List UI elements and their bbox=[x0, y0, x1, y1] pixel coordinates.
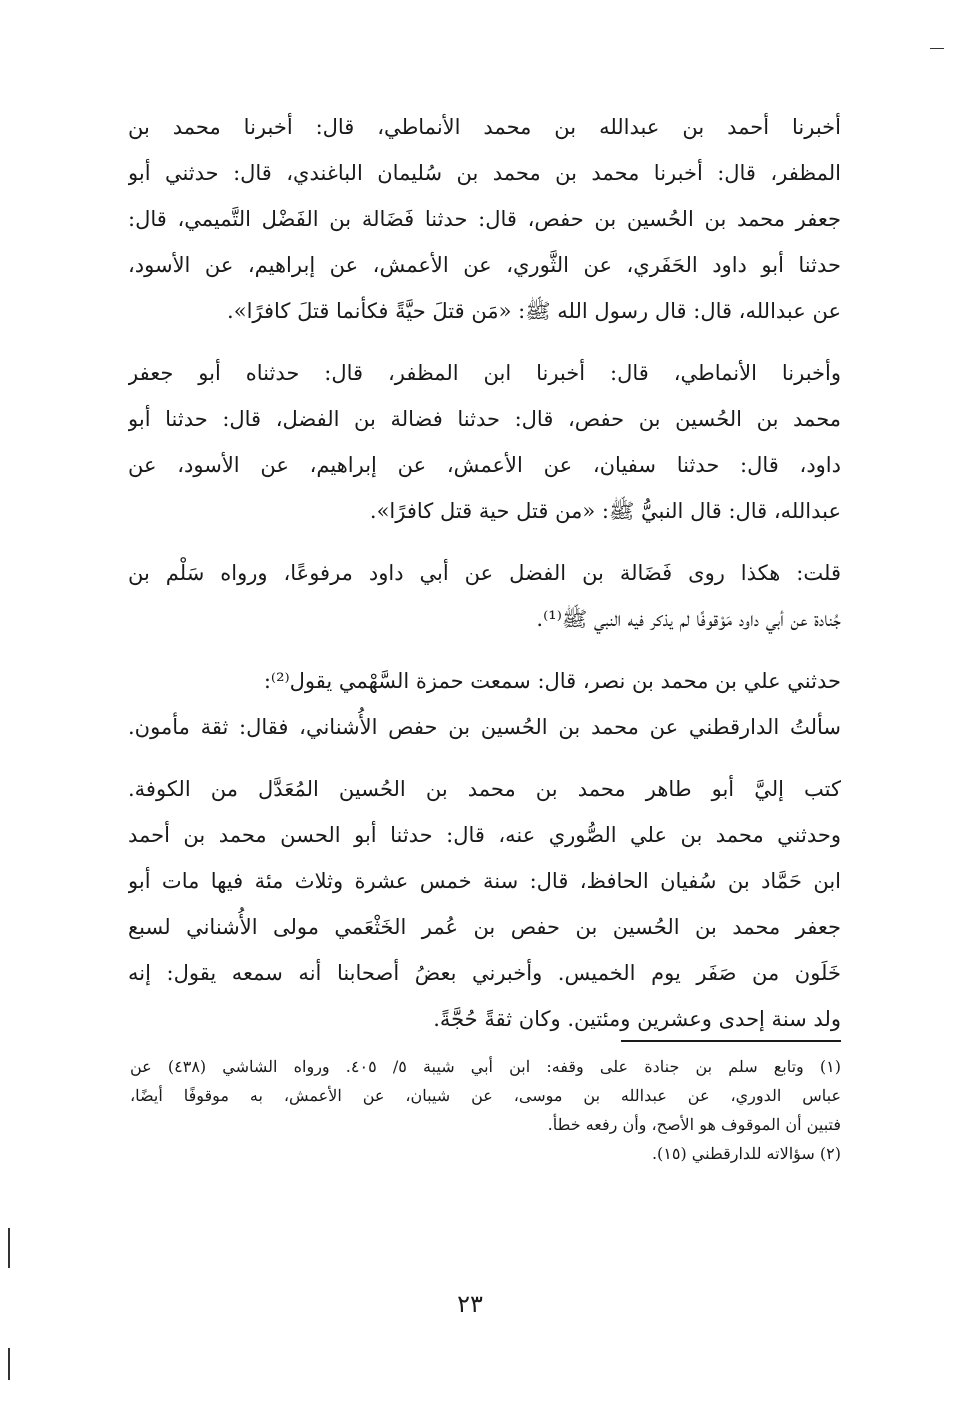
footnote-line: فتبين أن الموقوف هو الأصح، وأن رفعه خطأ. bbox=[547, 1115, 841, 1134]
text-line: وحدثني محمد بن علي الصُّوري عنه، قال: حدثنا أبو الحسن محمد بن أحمد bbox=[128, 823, 841, 847]
text-line: سألتُ الدارقطني عن محمد بن الحُسين بن حفص الأُشناني، فقال: ثقة مأمون. bbox=[128, 715, 841, 739]
text-line: قلت: هكذا روى فَضَالة بن الفضل عن أبي داود مرفوعًا، ورواه سَلْم بن bbox=[128, 561, 841, 585]
footnote-1 bbox=[130, 1052, 841, 1139]
footnote-line: عباس الدوري، عن عبدالله بن موسى، عن شيبان، عن الأعمش، به موقوفًا أيضًا، bbox=[130, 1086, 841, 1105]
text-line: حدثنا أبو داود الحَفَري، عن الثَّوري، عن الأعمش، عن إبراهيم، عن الأسود، bbox=[128, 253, 841, 277]
text-line: جُنادة عن أبي داود مَوْقوفًا لم يذكر فيه النبي ﷺ⁽¹⁾. bbox=[536, 607, 841, 631]
text-line: حدثني علي بن محمد بن نصر، قال: سمعت حمزة السَّهْمي يقول⁽²⁾: bbox=[263, 669, 841, 693]
text-line: أخبرنا أحمد بن عبدالله بن محمد الأنماطي، قال: أخبرنا محمد بن bbox=[128, 115, 841, 139]
text-line: كتب إليَّ أبو طاهر محمد بن محمد بن الحُسين المُعَدَّل من الكوفة. bbox=[128, 777, 841, 801]
text-line: خَلَون من صَفَر يوم الخميس. وأخبرني بعضُ أصحابنا أنه سمعه يقول: إنه bbox=[128, 961, 841, 985]
footnote-2 bbox=[130, 1139, 841, 1168]
paragraph-5 bbox=[128, 766, 841, 1042]
text-line: جعفر محمد بن الحُسين بن حفص، قال: حدثنا فَضَالة بن الفَضْل التَّميمي، قال: bbox=[128, 207, 841, 231]
scan-edge-mark bbox=[930, 48, 944, 49]
text-line: ولد سنة إحدى وعشرين ومئتين. وكان ثقةً حُجَّةً. bbox=[433, 1007, 841, 1031]
footnote-line: (٢) سؤالاته للدارقطني (١٥). bbox=[651, 1144, 841, 1163]
main-text bbox=[128, 104, 841, 1058]
footnote-divider bbox=[621, 1040, 841, 1042]
text-line: عن عبدالله، قال: قال رسول الله ﷺ: «مَن قتلَ حيَّةً فكأنما قتلَ كافرًا». bbox=[227, 299, 841, 323]
scan-edge-mark bbox=[8, 1228, 10, 1268]
text-line: ابن حَمَّاد بن سُفيان الحافظ، قال: سنة خمس عشرة وثلاث مئة فيها مات أبو bbox=[128, 869, 841, 893]
page-number: ٢٣ bbox=[457, 1290, 483, 1318]
footnote-line: (١) وتابع سلم بن جنادة على وقفه: ابن أبي شيبة ٥/ ٤٠٥. ورواه الشاشي (٤٣٨) عن bbox=[130, 1057, 841, 1076]
paragraph-4 bbox=[128, 658, 841, 750]
text-line: داود، قال: حدثنا سفيان، عن الأعمش، عن إبراهيم، عن الأسود، عن bbox=[128, 453, 841, 477]
text-line: محمد بن الحُسين بن حفص، قال: حدثنا فضالة بن الفضل، قال: حدثنا أبو bbox=[128, 407, 841, 431]
scan-edge-mark bbox=[8, 1348, 10, 1380]
paragraph-1 bbox=[128, 104, 841, 334]
footnotes bbox=[130, 1052, 841, 1168]
text-line: جعفر محمد بن الحُسين بن حفص بن عُمر الخَثْعَمي مولى الأُشناني لسبع bbox=[128, 915, 841, 939]
text-line: وأخبرنا الأنماطي، قال: أخبرنا ابن المظفر، قال: حدثناه أبو جعفر bbox=[128, 361, 841, 385]
text-line: عبدالله، قال: قال النبيُّ ﷺ: «من قتل حية قتل كافرًا». bbox=[369, 499, 841, 523]
paragraph-2 bbox=[128, 350, 841, 534]
text-line: المظفر، قال: أخبرنا محمد بن محمد بن سُليمان الباغندي، قال: حدثني أبو bbox=[128, 161, 841, 185]
paragraph-3 bbox=[128, 550, 841, 642]
